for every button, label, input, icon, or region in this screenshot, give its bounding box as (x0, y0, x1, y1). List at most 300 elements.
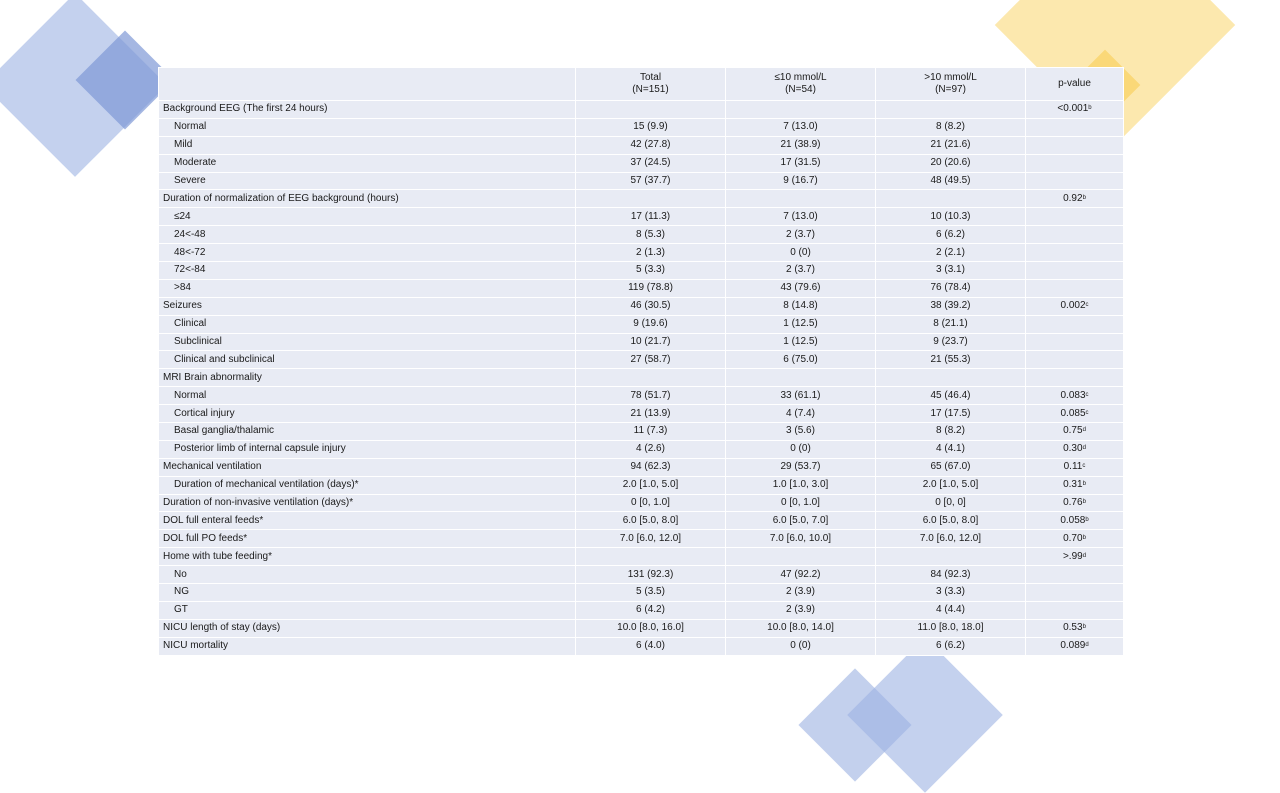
table-row (159, 136, 1124, 154)
total-cell-text: 46 (30.5) (630, 300, 671, 312)
table-row (159, 458, 1124, 476)
data-table-container (158, 67, 1123, 656)
pvalue-cell (1026, 136, 1124, 154)
high-glucose-cell-text: 20 (20.6) (930, 157, 971, 169)
pvalue-cell (1026, 101, 1124, 119)
total-cell-text: 17 (11.3) (630, 210, 671, 222)
high-glucose-cell-text: 8 (8.2) (936, 121, 965, 133)
high-glucose-cell (876, 512, 1026, 530)
pvalue-cell (1026, 458, 1124, 476)
high-glucose-cell (876, 315, 1026, 333)
total-cell (576, 601, 726, 619)
row-label-cell (159, 530, 576, 548)
high-glucose-cell (876, 351, 1026, 369)
low-glucose-cell (726, 530, 876, 548)
low-glucose-cell-text: 33 (61.1) (780, 389, 821, 401)
total-cell (576, 333, 726, 351)
high-glucose-cell-text: 76 (78.4) (930, 282, 971, 294)
header-cell-total: Total (N=151) (576, 68, 726, 101)
low-glucose-cell-text: 0 [0, 1.0] (781, 497, 820, 509)
pvalue-cell (1026, 619, 1124, 637)
high-glucose-cell (876, 548, 1026, 566)
row-label-cell (159, 423, 576, 441)
pvalue-cell (1026, 405, 1124, 423)
high-glucose-cell (876, 494, 1026, 512)
total-cell-text: 2.0 [1.0, 5.0] (622, 479, 679, 491)
table-row (159, 566, 1124, 584)
pvalue-cell (1026, 476, 1124, 494)
low-glucose-cell (726, 601, 876, 619)
pvalue-cell-text: 0.53 (1063, 622, 1083, 634)
row-label-cell (159, 584, 576, 602)
table-row (159, 244, 1124, 262)
high-glucose-cell-text: 48 (49.5) (930, 175, 971, 186)
low-glucose-cell-text: 17 (31.5) (780, 157, 821, 169)
total-cell (576, 208, 726, 226)
pvalue-cell (1026, 351, 1124, 369)
total-cell (576, 101, 726, 119)
row-label-cell (159, 297, 576, 315)
high-glucose-cell-text: 38 (39.2) (930, 300, 971, 312)
row-label-cell (159, 512, 576, 530)
low-glucose-cell (726, 333, 876, 351)
pvalue-cell (1026, 118, 1124, 136)
high-glucose-cell (876, 584, 1026, 602)
low-glucose-cell (726, 136, 876, 154)
row-label-cell-text: Normal (174, 121, 207, 133)
table-row (159, 226, 1124, 244)
total-cell (576, 548, 726, 566)
pvalue-cell (1026, 262, 1124, 280)
high-glucose-cell-text: 65 (67.0) (930, 461, 971, 473)
pvalue-cell-text: <0.001 (1057, 103, 1089, 115)
row-label-cell-text: Basal ganglia/thalamic (174, 425, 275, 437)
total-cell-text: 21 (13.9) (630, 407, 671, 419)
row-label-cell-text: GT (174, 604, 188, 616)
total-cell (576, 619, 726, 637)
low-glucose-cell (726, 226, 876, 244)
row-label-cell-text: Cortical injury (174, 407, 235, 419)
total-cell (576, 458, 726, 476)
high-glucose-cell (876, 297, 1026, 315)
pvalue-cell (1026, 369, 1124, 387)
row-label-cell-text: DOL full PO feeds* (163, 532, 248, 544)
row-label-cell-text: Moderate (174, 157, 217, 169)
pvalue-cell-text: 0.058 (1060, 514, 1086, 526)
table-row (159, 405, 1124, 423)
row-label-cell-text: 24<-48 (174, 228, 206, 240)
pvalue-cell (1026, 190, 1124, 208)
high-glucose-cell-text: 8 (21.1) (933, 318, 968, 330)
low-glucose-cell (726, 244, 876, 262)
pvalue-footnote-marker: c (1085, 302, 1089, 309)
row-label-cell-text: ≤24 (174, 210, 191, 222)
pvalue-footnote-marker: d (1082, 427, 1086, 434)
table-row (159, 601, 1124, 619)
total-cell (576, 351, 726, 369)
header-cell-pvalue: p-value (1026, 68, 1124, 101)
table-row (159, 619, 1124, 637)
table-row (159, 387, 1124, 405)
pvalue-cell (1026, 333, 1124, 351)
pvalue-footnote-marker: b (1082, 624, 1086, 631)
low-glucose-cell-text: 1 (12.5) (783, 318, 818, 330)
total-cell-text: 8 (5.3) (636, 228, 665, 240)
pvalue-footnote-marker: b (1082, 534, 1086, 541)
row-label-cell-text: Background EEG (The first 24 hours) (163, 103, 328, 115)
table-row (159, 172, 1124, 190)
high-glucose-cell (876, 226, 1026, 244)
high-glucose-cell (876, 333, 1026, 351)
low-glucose-cell-text: 2 (3.9) (786, 586, 815, 598)
high-glucose-cell-text: 7.0 [6.0, 12.0] (919, 532, 982, 544)
low-glucose-cell-text: 2 (3.7) (786, 264, 815, 276)
row-label-cell (159, 566, 576, 584)
pvalue-cell (1026, 512, 1124, 530)
row-label-cell (159, 226, 576, 244)
row-label-cell (159, 262, 576, 280)
row-label-cell-text: Normal (174, 389, 207, 401)
row-label-cell-text: Severe (174, 175, 206, 186)
table-row (159, 297, 1124, 315)
total-cell (576, 405, 726, 423)
row-label-cell (159, 118, 576, 136)
row-label-cell-text: Clinical (174, 318, 207, 330)
high-glucose-cell-text: 6 (6.2) (936, 640, 965, 652)
low-glucose-cell (726, 548, 876, 566)
total-cell (576, 262, 726, 280)
pvalue-footnote-marker: c (1085, 409, 1089, 416)
table-row (159, 118, 1124, 136)
total-cell (576, 530, 726, 548)
decorative-diamond (847, 637, 1003, 793)
row-label-cell-text: Duration of non-invasive ventilation (days)* (163, 497, 354, 509)
pvalue-cell (1026, 548, 1124, 566)
high-glucose-cell (876, 637, 1026, 655)
high-glucose-cell (876, 601, 1026, 619)
pvalue-footnote-marker: c (1082, 463, 1086, 470)
row-label-cell-text: Mechanical ventilation (163, 461, 262, 473)
total-cell (576, 423, 726, 441)
row-label-cell (159, 190, 576, 208)
total-cell-text: 11 (7.3) (633, 425, 668, 437)
total-cell (576, 226, 726, 244)
table-row (159, 208, 1124, 226)
low-glucose-cell (726, 512, 876, 530)
pvalue-cell (1026, 494, 1124, 512)
row-label-cell-text: NICU mortality (163, 640, 229, 652)
total-cell-text: 6 (4.2) (636, 604, 665, 616)
table-row (159, 190, 1124, 208)
pvalue-cell-text: 0.92 (1063, 192, 1083, 204)
low-glucose-cell-text: 2 (3.7) (786, 228, 815, 240)
pvalue-cell (1026, 566, 1124, 584)
table-row (159, 584, 1124, 602)
row-label-cell (159, 440, 576, 458)
high-glucose-cell-text: 11.0 [8.0, 18.0] (917, 622, 984, 634)
low-glucose-cell (726, 476, 876, 494)
total-cell-text: 15 (9.9) (633, 121, 668, 133)
low-glucose-cell (726, 190, 876, 208)
total-cell (576, 369, 726, 387)
table-row (159, 351, 1124, 369)
low-glucose-cell (726, 118, 876, 136)
high-glucose-cell (876, 244, 1026, 262)
total-cell (576, 190, 726, 208)
row-label-cell-text: Clinical and subclinical (174, 353, 275, 365)
pvalue-cell (1026, 440, 1124, 458)
total-cell (576, 440, 726, 458)
pvalue-footnote-marker: b (1085, 516, 1089, 523)
high-glucose-cell (876, 530, 1026, 548)
low-glucose-cell (726, 101, 876, 119)
high-glucose-cell (876, 154, 1026, 172)
high-glucose-cell (876, 369, 1026, 387)
total-cell-text: 6.0 [5.0, 8.0] (622, 514, 679, 526)
high-glucose-cell (876, 387, 1026, 405)
low-glucose-cell-text: 0 (0) (790, 443, 811, 455)
total-cell (576, 315, 726, 333)
pvalue-cell-text: 0.30 (1063, 443, 1083, 455)
table-row (159, 333, 1124, 351)
total-cell (576, 279, 726, 297)
pvalue-cell (1026, 315, 1124, 333)
row-label-cell (159, 315, 576, 333)
high-glucose-cell (876, 172, 1026, 190)
row-label-cell-text: Duration of mechanical ventilation (days)* (174, 479, 359, 491)
table-row (159, 101, 1124, 119)
pvalue-cell-text: 0.75 (1063, 425, 1083, 437)
high-glucose-cell (876, 566, 1026, 584)
high-glucose-cell-text: 2 (2.1) (936, 246, 965, 258)
pvalue-cell (1026, 601, 1124, 619)
low-glucose-cell (726, 172, 876, 190)
low-glucose-cell (726, 584, 876, 602)
low-glucose-cell (726, 279, 876, 297)
total-cell-text: 10 (21.7) (630, 336, 671, 348)
outcomes-table (158, 67, 1124, 656)
low-glucose-cell (726, 369, 876, 387)
header-cell-low: ≤10 mmol/L (N=54) (726, 68, 876, 101)
row-label-cell (159, 405, 576, 423)
low-glucose-cell-text: 9 (16.7) (783, 175, 818, 186)
total-cell-text: 131 (92.3) (627, 568, 674, 580)
total-cell-text: 119 (78.8) (628, 282, 673, 294)
pvalue-footnote-marker: d (1085, 642, 1089, 649)
high-glucose-cell-text: 3 (3.1) (936, 264, 965, 276)
row-label-cell-text: NICU length of stay (days) (163, 622, 281, 634)
table-row (159, 548, 1124, 566)
total-cell-text: 6 (4.0) (636, 640, 665, 652)
pvalue-cell (1026, 244, 1124, 262)
row-label-cell (159, 548, 576, 566)
pvalue-cell (1026, 297, 1124, 315)
row-label-cell-text: No (174, 568, 187, 580)
total-cell (576, 118, 726, 136)
row-label-cell (159, 619, 576, 637)
pvalue-cell-text: 0.083 (1060, 389, 1086, 401)
total-cell (576, 244, 726, 262)
row-label-cell-text: Seizures (163, 300, 202, 312)
high-glucose-cell (876, 423, 1026, 441)
row-label-cell (159, 172, 576, 190)
row-label-cell-text: Home with tube feeding* (163, 550, 272, 562)
high-glucose-cell-text: 84 (92.3) (930, 568, 971, 580)
pvalue-footnote-marker: d (1082, 445, 1086, 452)
low-glucose-cell (726, 637, 876, 655)
row-label-cell (159, 637, 576, 655)
low-glucose-cell-text: 3 (5.6) (786, 425, 815, 437)
pvalue-cell (1026, 154, 1124, 172)
high-glucose-cell (876, 476, 1026, 494)
row-label-cell (159, 387, 576, 405)
high-glucose-cell-text: 6.0 [5.0, 8.0] (922, 514, 979, 526)
total-cell-text: 37 (24.5) (630, 157, 671, 169)
total-cell (576, 154, 726, 172)
pvalue-footnote-marker: b (1088, 105, 1092, 112)
pvalue-cell-text: >.99 (1062, 550, 1083, 562)
row-label-cell (159, 458, 576, 476)
total-cell-text: 42 (27.8) (630, 139, 671, 151)
low-glucose-cell-text: 7 (13.0) (783, 210, 818, 222)
table-header-row (159, 68, 1124, 101)
total-cell-text: 94 (62.3) (630, 461, 671, 473)
low-glucose-cell-text: 21 (38.9) (780, 139, 821, 151)
pvalue-cell (1026, 279, 1124, 297)
total-cell (576, 637, 726, 655)
pvalue-cell-text: 0.11 (1063, 461, 1083, 473)
high-glucose-cell-text: 9 (23.7) (933, 336, 968, 348)
total-cell (576, 512, 726, 530)
table-row (159, 369, 1124, 387)
table-row (159, 154, 1124, 172)
low-glucose-cell (726, 297, 876, 315)
total-cell (576, 136, 726, 154)
low-glucose-cell-text: 47 (92.2) (780, 568, 821, 580)
row-label-cell-text: >84 (174, 282, 191, 294)
table-row (159, 637, 1124, 655)
low-glucose-cell-text: 10.0 [8.0, 14.0] (767, 622, 834, 634)
high-glucose-cell (876, 458, 1026, 476)
high-glucose-cell (876, 136, 1026, 154)
low-glucose-cell (726, 154, 876, 172)
high-glucose-cell (876, 440, 1026, 458)
total-cell (576, 297, 726, 315)
high-glucose-cell (876, 101, 1026, 119)
high-glucose-cell (876, 118, 1026, 136)
low-glucose-cell (726, 262, 876, 280)
low-glucose-cell (726, 494, 876, 512)
low-glucose-cell-text: 29 (53.7) (780, 461, 821, 473)
high-glucose-cell-text: 4 (4.4) (936, 604, 965, 616)
low-glucose-cell-text: 1 (12.5) (783, 336, 818, 348)
table-row (159, 512, 1124, 530)
header-cell-label (159, 68, 576, 101)
row-label-cell (159, 476, 576, 494)
row-label-cell (159, 244, 576, 262)
total-cell (576, 566, 726, 584)
pvalue-cell (1026, 172, 1124, 190)
total-cell (576, 494, 726, 512)
low-glucose-cell-text: 2 (3.9) (786, 604, 815, 616)
high-glucose-cell-text: 10 (10.3) (930, 210, 971, 222)
row-label-cell (159, 154, 576, 172)
high-glucose-cell-text: 0 [0, 0] (935, 497, 966, 509)
low-glucose-cell (726, 315, 876, 333)
table-row (159, 315, 1124, 333)
row-label-cell (159, 601, 576, 619)
high-glucose-cell (876, 619, 1026, 637)
total-cell (576, 476, 726, 494)
pvalue-footnote-marker: d (1082, 552, 1087, 559)
pvalue-cell (1026, 208, 1124, 226)
low-glucose-cell-text: 43 (79.6) (780, 282, 821, 294)
pvalue-cell (1026, 226, 1124, 244)
pvalue-cell (1026, 584, 1124, 602)
low-glucose-cell (726, 440, 876, 458)
low-glucose-cell (726, 458, 876, 476)
pvalue-footnote-marker: c (1085, 391, 1089, 398)
table-row (159, 494, 1124, 512)
high-glucose-cell (876, 190, 1026, 208)
table-row (159, 530, 1124, 548)
low-glucose-cell-text: 6 (75.0) (783, 353, 818, 365)
low-glucose-cell-text: 0 (0) (790, 640, 811, 652)
pvalue-cell-text: 0.085 (1060, 407, 1086, 419)
total-cell-text: 0 [0, 1.0] (631, 497, 670, 509)
row-label-cell (159, 351, 576, 369)
row-label-cell-text: 48<-72 (174, 246, 206, 258)
low-glucose-cell (726, 405, 876, 423)
high-glucose-cell-text: 4 (4.1) (936, 443, 965, 455)
high-glucose-cell-text: 21 (55.3) (930, 353, 971, 365)
total-cell-text: 7.0 [6.0, 12.0] (619, 532, 682, 544)
total-cell-text: 2 (1.3) (636, 246, 665, 258)
row-label-cell-text: DOL full enteral feeds* (163, 514, 264, 526)
low-glucose-cell (726, 423, 876, 441)
total-cell-text: 4 (2.6) (636, 443, 665, 455)
low-glucose-cell-text: 6.0 [5.0, 7.0] (772, 514, 829, 526)
row-label-cell-text: NG (174, 586, 189, 598)
total-cell-text: 10.0 [8.0, 16.0] (617, 622, 684, 634)
high-glucose-cell-text: 3 (3.3) (936, 586, 965, 598)
total-cell-text: 78 (51.7) (630, 389, 671, 401)
high-glucose-cell-text: 21 (21.6) (930, 139, 971, 151)
high-glucose-cell-text: 45 (46.4) (930, 389, 971, 401)
high-glucose-cell-text: 8 (8.2) (936, 425, 965, 437)
total-cell (576, 387, 726, 405)
total-cell (576, 584, 726, 602)
total-cell (576, 172, 726, 190)
pvalue-footnote-marker: b (1082, 499, 1086, 506)
row-label-cell-text: Posterior limb of internal capsule injury (174, 443, 346, 455)
total-cell-text: 27 (58.7) (630, 353, 671, 365)
high-glucose-cell (876, 262, 1026, 280)
high-glucose-cell (876, 208, 1026, 226)
row-label-cell-text: Mild (174, 139, 193, 151)
table-row (159, 279, 1124, 297)
pvalue-cell (1026, 423, 1124, 441)
row-label-cell (159, 279, 576, 297)
row-label-cell (159, 101, 576, 119)
high-glucose-cell-text: 6 (6.2) (936, 228, 965, 240)
row-label-cell-text: Duration of normalization of EEG background (hours) (163, 192, 399, 204)
table-row (159, 262, 1124, 280)
row-label-cell (159, 494, 576, 512)
high-glucose-cell (876, 405, 1026, 423)
pvalue-footnote-marker: b (1082, 481, 1086, 488)
row-label-cell (159, 136, 576, 154)
